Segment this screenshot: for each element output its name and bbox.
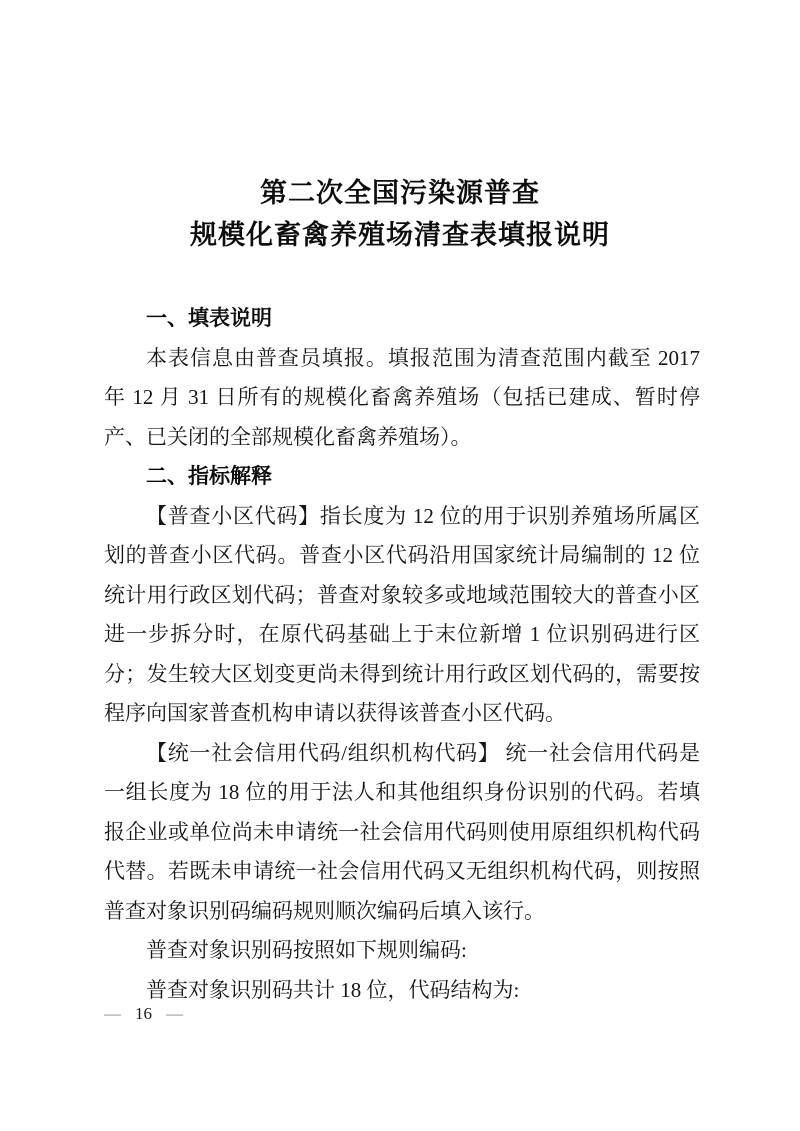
paragraph-id-code-rule-intro: 普查对象识别码按照如下规则编码: (146, 938, 467, 962)
title-line-2: 规模化畜禽养殖场清查表填报说明 (190, 220, 610, 250)
footer-dash-left: — (104, 1004, 121, 1023)
section-heading-indicator-explanation: 二、指标解释 (146, 465, 272, 488)
document-body (104, 299, 700, 1010)
page-number: 16 (135, 1004, 152, 1023)
paragraph-filling-scope: 本表信息由普查员填报。填报范围为清查范围内截至 2017 年 12 月 31 日所有的规模化畜禽养殖场（包括已建成、暂时停产、已关闭的全部规模化畜禽养殖场）。 (104, 345, 700, 449)
footer-dash-right: — (166, 1004, 183, 1023)
document-title (0, 0, 800, 256)
paragraph-id-code-structure-intro: 普查对象识别码共计 18 位，代码结构为: (146, 977, 520, 1002)
section-heading-filling-instructions: 一、填表说明 (146, 307, 272, 330)
paragraph-unified-social-credit-code: 【统一社会信用代码/组织机构代码】 统一社会信用代码是一组长度为 18 位的用于法人和其他组织身份识别的代码。若填报企业或单位尚未申请统一社会信用代码则使用原组织机构代码代替。若既未申请统一社会信用代码又无组织机构代码，则按照普查对象识别码编码规则顺次编码后填入该行。 (104, 740, 700, 923)
paragraph-census-area-code: 【普查小区代码】指长度为 12 位的用于识别养殖场所属区划的普查小区代码。普查小区代码沿用国家统计局编制的 12 位统计用行政区划代码；普查对象较多或地域范围较大的普查小区进一步拆分时，在原代码基础上于末位新增 1 位识别码进行区分；发生较大区划变更尚未得到统计用行政区划代码的，需要按程序向国家普查机构申请以获得该普查小区代码。 (104, 503, 700, 725)
page-footer (104, 1002, 183, 1026)
title-line-1: 第二次全国污染源普查 (260, 178, 540, 208)
